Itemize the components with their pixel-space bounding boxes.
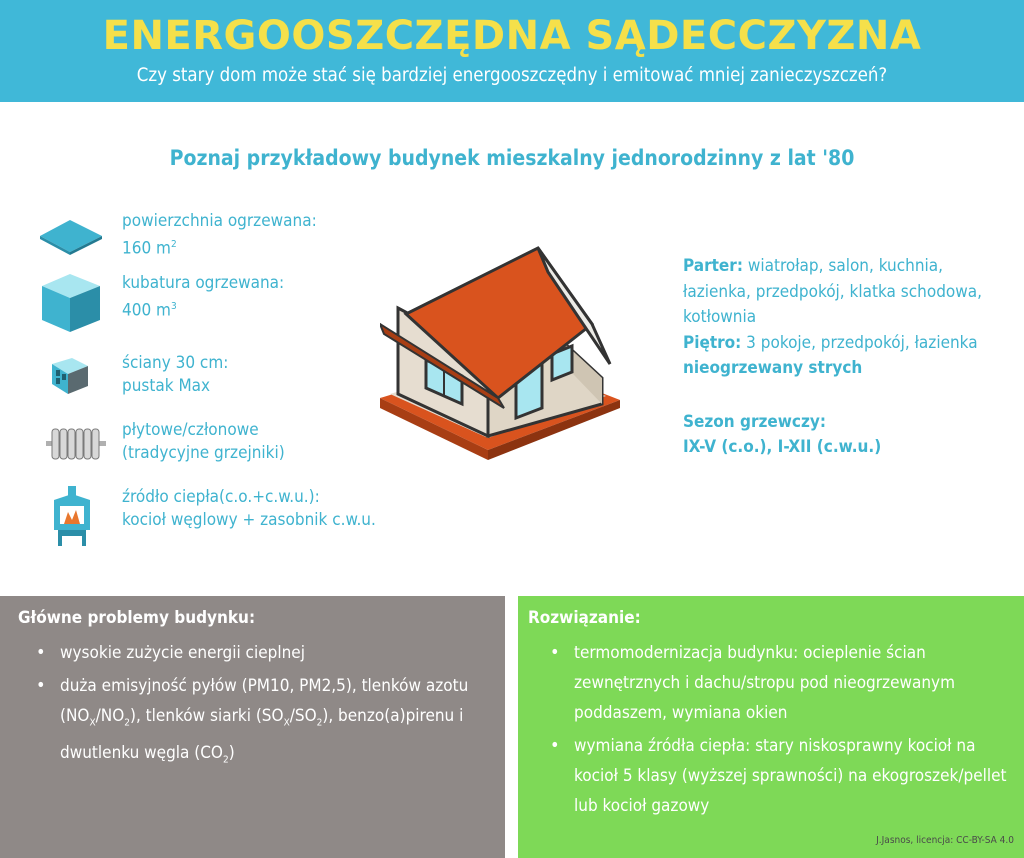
solution-panel bbox=[518, 596, 1024, 858]
header-banner bbox=[0, 0, 1024, 102]
feature-value: (tradycyjne grzejniki) bbox=[122, 443, 285, 463]
feature-value: 160 $m^2$ bbox=[122, 238, 177, 259]
radiator-icon bbox=[36, 419, 116, 481]
first-floor-text: 3 pokoje, przedpokój, łazienka bbox=[741, 332, 978, 353]
volume-cube-icon bbox=[36, 272, 116, 334]
floor-area-icon bbox=[36, 210, 116, 272]
solution-list bbox=[550, 638, 1010, 824]
heating-season bbox=[683, 410, 1003, 460]
feature-value: pustak Max bbox=[122, 376, 211, 396]
feature-label: płytowe/członowe bbox=[122, 420, 259, 440]
list-item: • duża emisyjność pyłów (PM10, PM2,5), tlenków azotu $(NO_X/NO_2)$, tlenków siarki $(SO_X/SO_2)$, benzo(a)pirenu i dwutlenku węgla $(CO_2)$ bbox=[36, 671, 476, 776]
ground-floor-text: wiatrołap, salon, kuchnia, łazienka, przedpokój, klatka schodowa, kotłownia bbox=[683, 256, 983, 327]
main-title: ENERGOOSZCZĘDNA SĄDECCZYZNA bbox=[102, 13, 922, 59]
list-item: • wysokie zużycie energii cieplnej bbox=[36, 638, 476, 668]
feature-value: 400 $m^3$ bbox=[122, 300, 177, 321]
feature-volume bbox=[36, 272, 436, 334]
list-item: • wymiana źródła ciepła: stary niskosprawny kocioł na kocioł 5 klasy (wyższej sprawności) na ekogroszek/pellet lub kocioł gazowy bbox=[550, 731, 1010, 821]
feature-label: źródło ciepła(c.o.+c.w.u.): bbox=[122, 487, 320, 507]
brick-block-icon bbox=[36, 352, 116, 414]
building-details bbox=[683, 254, 1003, 382]
season-label: Sezon grzewczy: bbox=[683, 412, 826, 432]
list-item: • termomodernizacja budynku: ocieplenie ścian zewnętrznych i dachu/stropu pod nieogrzewanym poddaszem, wymiana okien bbox=[550, 638, 1010, 728]
problems-list bbox=[36, 638, 476, 779]
feature-heat-source bbox=[36, 486, 436, 548]
problems-title: Główne problemy budynku: bbox=[18, 608, 256, 628]
license-credit: J.Jasnos, licencja: CC-BY-SA 4.0 bbox=[876, 835, 1014, 846]
section-title: Poznaj przykładowy budynek mieszkalny jednorodzinny z lat '80 bbox=[169, 146, 855, 170]
season-text: IX-V (c.o.), I-XII (c.w.u.) bbox=[683, 437, 882, 457]
feature-label: powierzchnia ogrzewana: bbox=[122, 211, 317, 231]
problems-panel bbox=[0, 596, 505, 858]
feature-floor-area bbox=[36, 210, 436, 272]
feature-label: kubatura ogrzewana: bbox=[122, 273, 285, 293]
boiler-stove-icon bbox=[36, 486, 116, 550]
ground-floor-label: Parter: bbox=[683, 256, 743, 276]
attic-label: nieogrzewany strych bbox=[683, 358, 863, 378]
feature-radiators bbox=[36, 419, 436, 481]
first-floor-label: Piętro: bbox=[683, 332, 742, 353]
feature-value: kocioł węglowy + zasobnik c.w.u. bbox=[122, 510, 376, 530]
subtitle: Czy stary dom może stać się bardziej energooszczędny i emitować mniej zanieczyszczeń? bbox=[136, 65, 888, 86]
house-illustration bbox=[380, 228, 620, 488]
solution-title: Rozwiązanie: bbox=[528, 608, 641, 628]
feature-label: ściany 30 cm: bbox=[122, 353, 229, 373]
feature-walls bbox=[36, 352, 436, 414]
